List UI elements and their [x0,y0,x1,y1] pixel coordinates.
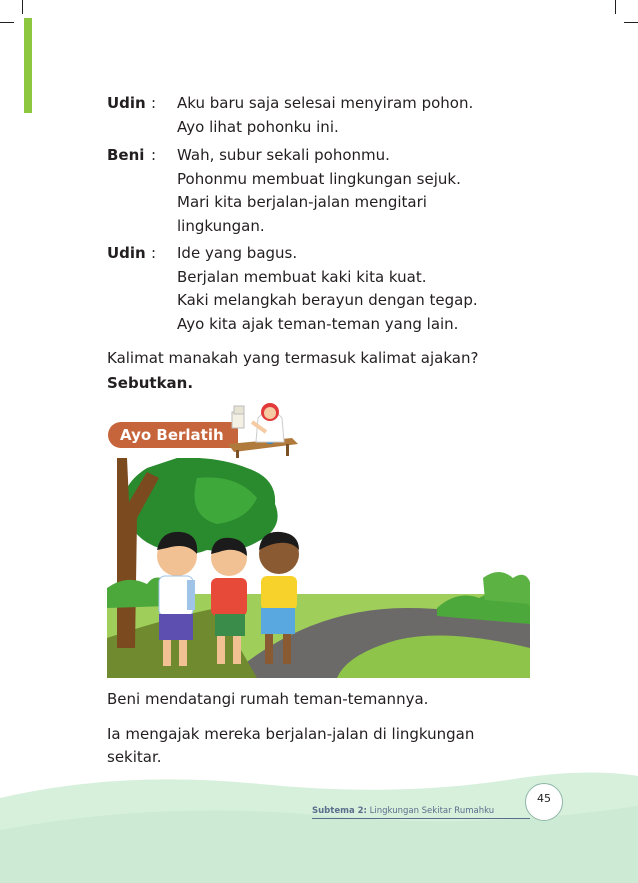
side-accent-bar [24,18,32,113]
utterance [177,242,577,336]
utterance-line: Aku baru saja selesai menyiram pohon. [177,94,474,112]
question-instruction: Sebutkan. [107,374,194,392]
colon: : [151,244,157,262]
subtema-title: Lingkungan Sekitar Rumahku [366,806,495,816]
subtema-label: Subtema 2: [312,806,367,816]
dialog [107,92,577,336]
narrative-line: Ia mengajak mereka berjalan-jalan di lingkungan [107,725,475,743]
question-text: Kalimat manakah yang termasuk kalimat ajakan? [107,349,479,367]
utterance-line: Pohonmu membuat lingkungan sejuk. [177,169,461,188]
speaker-name: Beni [107,146,145,164]
crop-mark [22,0,23,14]
utterance [177,92,577,139]
dialog-line [107,144,577,238]
page-number: 45 [525,783,563,821]
colon: : [151,146,157,164]
studying-student-illustration [222,398,300,462]
section-badge: Ayo Berlatih [108,422,238,448]
narrative-line: sekitar. [107,748,162,766]
crop-mark [624,22,638,23]
crop-mark [0,22,14,23]
footer-subtema [312,806,494,816]
utterance-line: Kaki melangkah berayun dengan tegap. [177,291,478,309]
utterance [177,144,577,238]
utterance-line: Berjalan membuat kaki kita kuat. [177,267,427,286]
footer-rule [312,818,530,819]
children-walking-illustration [107,458,530,678]
utterance-line: Mari kita berjalan-jalan mengitari [177,193,427,211]
speaker-name: Udin [107,244,146,262]
crop-mark [615,0,616,14]
colon: : [151,94,157,112]
narrative-line: Beni mendatangi rumah teman-temannya. [107,690,429,708]
utterance-line: lingkungan. [177,216,265,235]
utterance-line: Wah, subur sekali pohonmu. [177,146,390,164]
utterance-line: Ayo lihat pohonku ini. [177,117,339,136]
dialog-line [107,92,577,139]
utterance-line: Ayo kita ajak teman-teman yang lain. [177,314,459,333]
dialog-line [107,242,577,336]
speaker-name: Udin [107,94,146,112]
utterance-line: Ide yang bagus. [177,244,298,262]
